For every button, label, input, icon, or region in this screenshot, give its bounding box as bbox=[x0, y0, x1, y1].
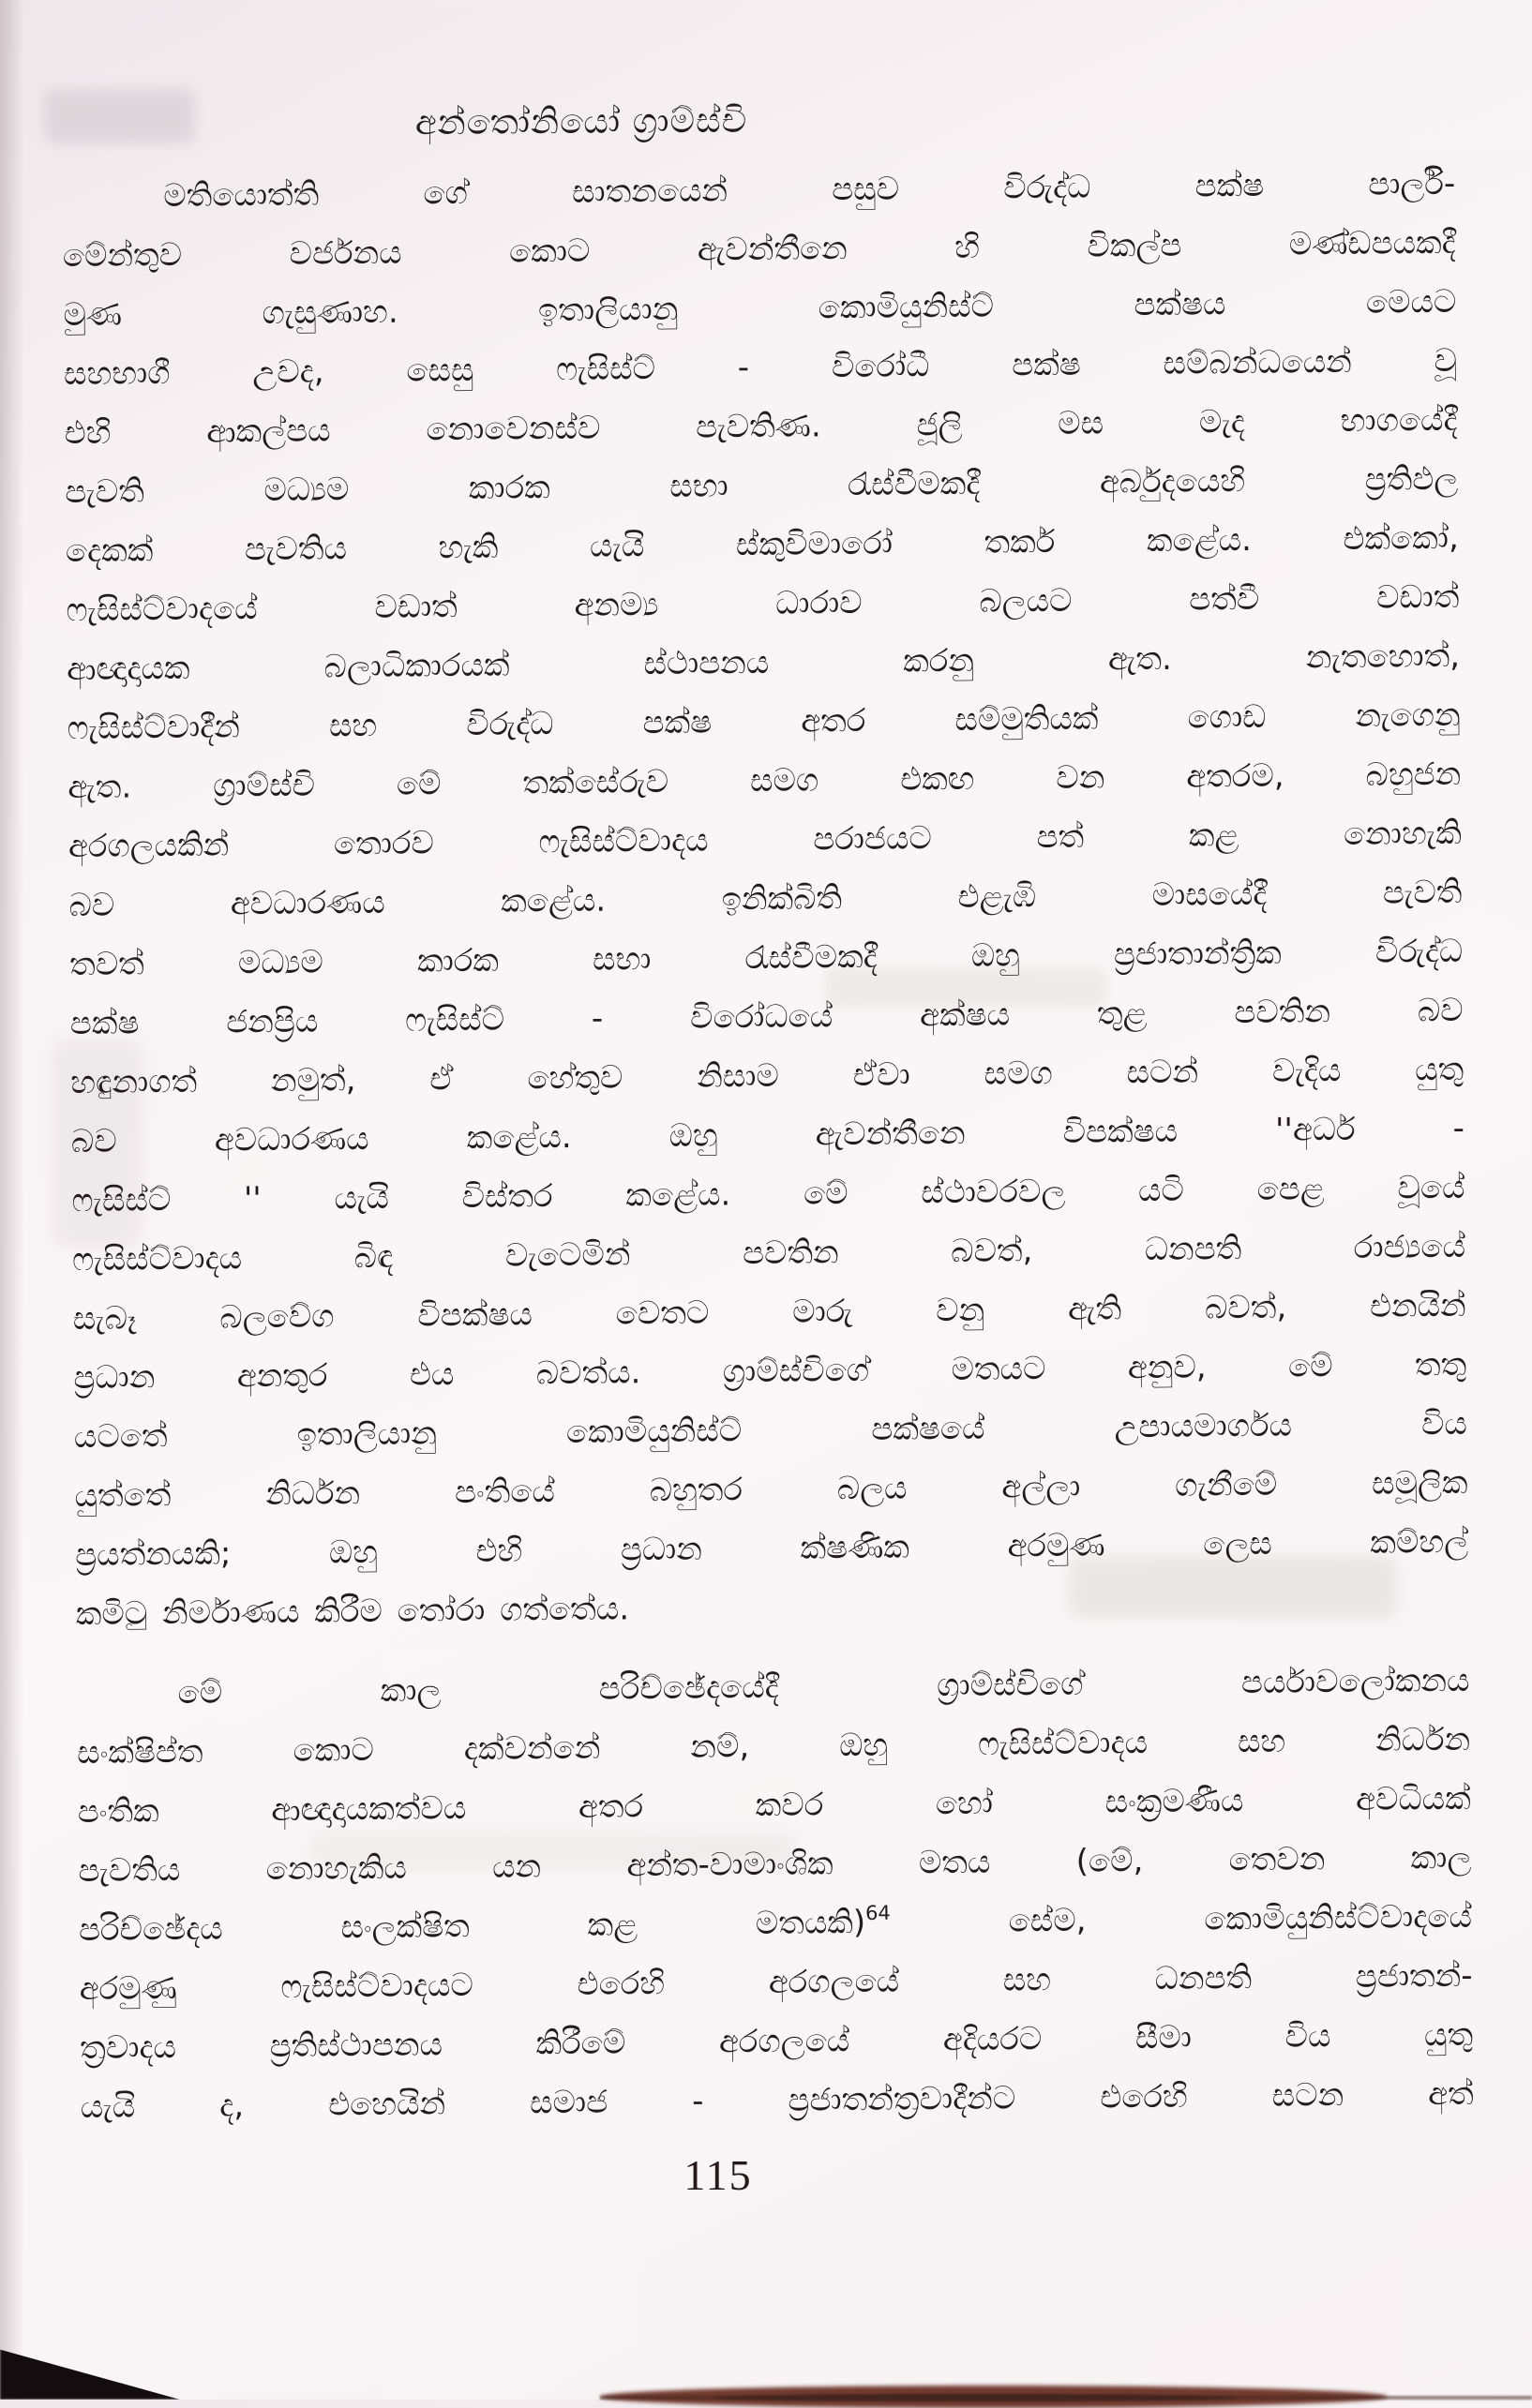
footnote-marker: 64 bbox=[864, 1901, 891, 1925]
text-line: ෆැසිස්ට් '' යැයි විස්තර කළේය. මේ ස්ථාවරවල යටි පෙළ වූයේ bbox=[71, 1168, 1465, 1220]
text-line: මතියොත්ති ගේ සාතනයෙන් පසුව විරුද්ධ පක්ෂ පාර්ලි- bbox=[163, 164, 1456, 216]
text-line: පැවතිය නොහැකිය යන අන්ත-වාමාංශික මතය (මේ, තෙවන කාල bbox=[78, 1838, 1472, 1891]
scan-bottom-edge-line bbox=[600, 2396, 1532, 2400]
text-line: ආඥාදායක බලාධිකාරයක් ස්ථාපනය කරනු ඇත. නැතහොත්, bbox=[66, 636, 1461, 689]
text-line: ෆැසිස්ට්වාදයේ වඩාත් අනම්‍ය ධාරාව බලයට පත්වී වඩාත් bbox=[66, 577, 1460, 630]
scan-left-edge-shade bbox=[0, 0, 24, 2400]
bleedthrough-artifact bbox=[45, 89, 195, 143]
text-line: කමිටු නිර්මාණය කිරීම තෝරා ගත්තේය. bbox=[75, 1590, 630, 1634]
text-line: පංතික ආඥාදායකත්වය අතර කවර හෝ සංක්‍රමණීය අවධියක් bbox=[77, 1779, 1471, 1832]
text-line: ෆැසිස්ට්වාදය බිඳ වැටෙමින් පවතින බවත්, ධනපති රාජ්‍යයේ bbox=[71, 1227, 1466, 1279]
text-line: දෙකක් පැවතිය හැකි යැයි ස්කුවිමාරෝ තර්ක කළේය. එක්කෝ, bbox=[65, 518, 1459, 571]
text-line: හඳුනාගත් නමුත්, ඒ හේතුව නිසාම ඒවා සමග සටන් වැදිය යුතු bbox=[70, 1050, 1464, 1102]
text-line: සංක්ෂිප්ත කොට දක්වන්නේ නම්, ඔහු ෆැසිස්ට්වාදය සහ නිර්ධන bbox=[76, 1720, 1471, 1772]
text-segment: පරිච්ඡේදය සංලක්ෂිත කළ මතයකි) bbox=[78, 1904, 866, 1950]
text-line: බව අවධාරණය කළේය. ඔහු ඇවන්තීනෙ විපක්ෂය ''අර්ධ - bbox=[70, 1109, 1465, 1161]
text-line: එහි ආකල්පය නොවෙනස්ව පැවතිණ. ජූලි මස මැද භාගයේදී bbox=[64, 400, 1458, 453]
text-line: අරමුණු ෆැසිස්ට්වාදයට එරෙහි අරගලයේ සහ ධනපති ප්‍රජාතන්- bbox=[79, 1956, 1473, 2009]
text-line: තවත් මධ්‍යම කාරක සභා රැස්වීමකදී ඔහු ප්‍රජාතාන්ත්‍රික විරුද්ධ bbox=[68, 932, 1464, 984]
page-number: 115 bbox=[683, 2151, 753, 2199]
text-segment: සේම, කොමියුනිස්ට්වාදයේ bbox=[890, 1897, 1473, 1941]
text-line: යුත්තේ නිර්ධන පංතියේ බහුතර බලය අල්ලා ගැනීමේ සමූලික bbox=[74, 1463, 1468, 1516]
text-line: මුණ ගැසුණාහ. ඉතාලියානු කොමියුනිස්ට් පක්ෂය මෙයට bbox=[63, 282, 1457, 335]
text-line: යැයි ද, එහෙයින් සමාජ - ප්‍රජාතන්ත්‍රවාදීන්ට එරෙහි සටන අත් bbox=[80, 2074, 1474, 2127]
text-line: පැවති මධ්‍යම කාරක සභා රැස්වීමකදී අර්බුදයෙහි ප්‍රතිඵල bbox=[65, 459, 1459, 512]
text-line: මේ කාල පරිච්ඡේදයේදී ග්‍රාම්ස්චිගේ පර්යාවලෝකනය bbox=[177, 1661, 1470, 1713]
text-line: පක්ෂ ජනප්‍රිය ෆැසිස්ට් - විරෝධයේ අක්ෂය තුළ පවතින බව bbox=[69, 991, 1464, 1043]
body-text-block bbox=[62, 155, 1474, 2137]
text-line: යටතේ ඉතාලියානු කොමියුනිස්ට් පක්ෂයේ උපායමාර්ගය විය bbox=[73, 1404, 1468, 1457]
text-line: අරගලයකින් තොරව ෆැසිස්ට්වාදය පරාජයට පත් කළ නොහැකි bbox=[68, 814, 1463, 866]
text-line: ත්‍රවාදය ප්‍රතිස්ථාපනය කිරීමේ අරගලයේ අදියරට සීමා විය යුතු bbox=[80, 2015, 1474, 2068]
page-header-title: අන්තෝනියෝ ග්‍රාම්ස්චි bbox=[414, 99, 748, 143]
text-line: මේන්තුව වර්ජනය කොට ඇවන්තීනෙ හි විකල්ප මණ්ඩපයකදී bbox=[62, 223, 1456, 276]
text-line: ප්‍රයත්නයකි; ඔහු එහි ප්‍රධාන ක්ෂණික අරමුණ ලෙස කම්හල් bbox=[74, 1522, 1469, 1575]
text-line: ෆැසිස්ට්වාදීන් සහ විරුද්ධ පක්ෂ අතර සම්මුතියක් ගොඩ නැගෙනු bbox=[67, 695, 1461, 748]
text-line: සැබෑ බලවේග විපක්ෂය වෙතට මාරු වනු ඇති බවත්, එනයින් bbox=[72, 1286, 1466, 1339]
text-line: සහභාගී උවද, සෙසු ෆැසිස්ට් - විරෝධී පක්ෂ සම්බන්ධයෙන් වූ bbox=[63, 341, 1458, 394]
text-line: බව අවධාරණය කළේය. ඉනික්බිති එළැඹි මාසයේදී පැවති bbox=[68, 873, 1463, 925]
scan-bottom-left-black-wedge bbox=[0, 2345, 188, 2400]
text-line: ඇත. ග්‍රාම්ස්චි මේ තක්සේරුව සමග එකඟ වන අතරම, බහුජන bbox=[68, 755, 1462, 807]
text-line: ප්‍රධාන අනතුර එය බවත්ය. ග්‍රාම්ස්චිගේ මතයට අනුව, මේ තතු bbox=[73, 1345, 1467, 1398]
